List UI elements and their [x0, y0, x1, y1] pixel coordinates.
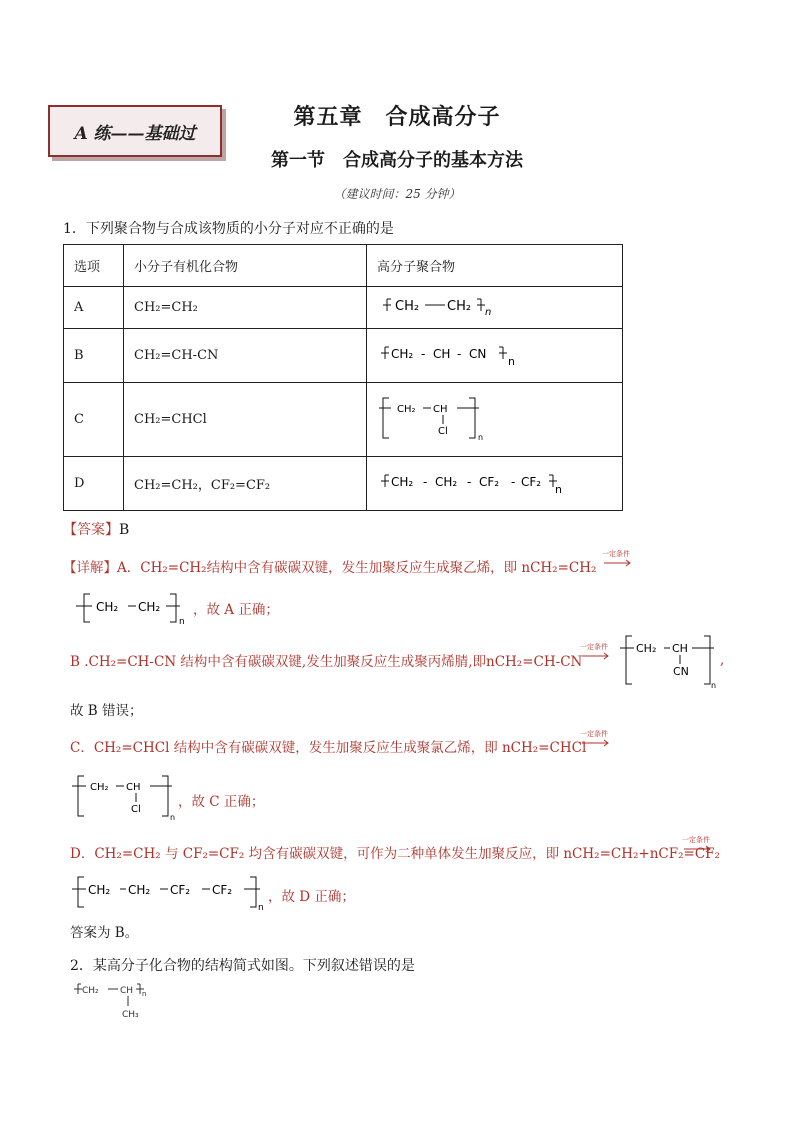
polymer-a-formula — [377, 291, 527, 321]
formula-cn: CN — [469, 346, 487, 361]
polymer-b-formula — [377, 339, 547, 369]
svg-text:-: - — [467, 474, 472, 489]
header-option: 选项 — [64, 245, 124, 287]
detail-b-text: B .CH₂=CH-CN 结构中含有碳碳双键,发生加聚反应生成聚丙烯腈,即nCH₂=CH-CN — [70, 654, 583, 670]
row-c-monomer: CH₂=CHCl — [124, 383, 367, 457]
table-row — [64, 287, 623, 329]
formula-cf2: CF₂ — [479, 474, 500, 489]
detail-a-text: A．CH₂=CH₂结构中含有碳碳双键，发生加聚反应生成聚乙烯，即 nCH₂=CH₂ — [117, 560, 597, 576]
polymer-d-product — [70, 873, 270, 913]
q2-polymer-structure — [70, 980, 180, 1024]
formula-ch2: CH₂ — [90, 782, 109, 793]
formula-cl: Cl — [131, 804, 141, 815]
formula-cn: CN — [673, 665, 689, 678]
row-b-option: B — [64, 329, 124, 383]
row-b-polymer — [367, 329, 623, 383]
formula-n: n — [478, 432, 484, 442]
formula-ch: CH — [120, 986, 134, 996]
section-title: 第一节 合成高分子的基本方法 — [271, 150, 523, 171]
formula-n: n — [170, 813, 176, 822]
formula-n: n — [485, 306, 492, 318]
formula-n: n — [258, 903, 264, 913]
formula-n: n — [555, 482, 562, 496]
polymer-d-formula — [377, 467, 577, 497]
reaction-arrow — [600, 548, 640, 570]
reaction-arrow — [680, 834, 720, 856]
reaction-arrow — [578, 641, 618, 663]
detail-label: 【详解】 — [63, 560, 117, 576]
formula-n: n — [508, 354, 515, 368]
formula-ch: CH — [433, 346, 451, 361]
formula-n: n — [179, 617, 185, 626]
formula-ch: CH — [672, 642, 688, 655]
svg-text:-: - — [423, 474, 428, 489]
formula-ch2: CH₂ — [128, 883, 151, 897]
row-d-polymer — [367, 457, 623, 511]
row-a-monomer: CH₂=CH₂ — [124, 287, 367, 329]
detail-d-end: ，故 D 正确； — [268, 889, 355, 905]
row-a-polymer — [367, 287, 623, 329]
conclusion: 答案为 B。 — [70, 925, 139, 941]
table-header-row — [64, 245, 623, 287]
section-badge: A 练——基础过 — [48, 105, 222, 157]
formula-ch: CH — [433, 403, 448, 415]
question-1-stem: 1．下列聚合物与合成该物质的小分子对应不正确的是 — [63, 221, 394, 237]
formula-ch3: CH₃ — [122, 1010, 139, 1020]
row-a-option: A — [64, 287, 124, 329]
row-b-monomer: CH₂=CH-CN — [124, 329, 367, 383]
table-row — [64, 457, 623, 511]
answer-label: 【答案】 — [63, 522, 119, 538]
svg-text:-: - — [457, 346, 462, 361]
detail-b-end: 故 B 错误； — [70, 703, 143, 719]
formula-ch2: CH₂ — [82, 986, 99, 996]
polymer-b-product — [618, 632, 718, 690]
formula-cf2: CF₂ — [212, 883, 233, 897]
header-polymer: 高分子聚合物 — [367, 245, 623, 287]
answer-line — [63, 519, 129, 539]
question-2-stem: 2．某高分子化合物的结构简式如图。下列叙述错误的是 — [70, 958, 415, 974]
formula-ch2: CH₂ — [138, 600, 161, 614]
formula-ch2: CH₂ — [397, 403, 416, 415]
chapter-title: 第五章 合成高分子 — [293, 105, 501, 130]
polymer-a-product — [70, 590, 190, 626]
table-row — [64, 329, 623, 383]
condition-label: 一定条件 — [580, 643, 608, 651]
svg-text:-: - — [421, 346, 426, 361]
detail-c-text: C．CH₂=CHCl 结构中含有碳碳双键，发生加聚反应生成聚氯乙烯，即 nCH₂=CHCl — [70, 740, 587, 756]
formula-cl: Cl — [438, 425, 448, 437]
reaction-arrow — [578, 728, 618, 750]
answer-value: B — [119, 522, 130, 538]
detail-d-text: D．CH₂=CH₂ 与 CF₂=CF₂ 均含有碳碳双键，可作为二种单体发生加聚反应，即 nCH₂=CH₂+nCF₂=CF₂ — [70, 846, 720, 862]
formula-ch2: CH₂ — [391, 474, 414, 489]
formula-ch2: CH₂ — [395, 298, 420, 314]
svg-text:-: - — [511, 474, 516, 489]
formula-n: n — [711, 681, 717, 690]
row-d-monomer: CH₂=CH₂，CF₂=CF₂ — [124, 457, 367, 511]
options-table — [63, 244, 623, 511]
table-row — [64, 383, 623, 457]
header-monomer: 小分子有机化合物 — [124, 245, 367, 287]
row-c-option: C — [64, 383, 124, 457]
row-c-polymer — [367, 383, 623, 457]
formula-ch2: CH₂ — [435, 474, 458, 489]
formula-ch2: CH₂ — [88, 883, 111, 897]
formula-ch2: CH₂ — [391, 346, 414, 361]
condition-label: 一定条件 — [580, 730, 608, 738]
formula-ch2: CH₂ — [96, 600, 119, 614]
suggested-time: （建议时间：25 分钟） — [333, 187, 461, 201]
formula-cf2: CF₂ — [521, 474, 542, 489]
condition-label: 一定条件 — [602, 550, 630, 558]
row-d-option: D — [64, 457, 124, 511]
formula-n: n — [142, 990, 147, 998]
polymer-c-formula — [377, 394, 507, 442]
comma: , — [720, 652, 725, 668]
detail-c-end: ，故 C 正确； — [178, 794, 265, 810]
polymer-c-product — [70, 772, 180, 822]
detail-a-end: ，故 A 正确； — [193, 602, 279, 618]
condition-label: 一定条件 — [682, 836, 710, 844]
detail-a-line — [63, 556, 596, 576]
formula-ch2: CH₂ — [447, 298, 472, 314]
formula-ch: CH — [126, 782, 141, 793]
formula-ch2: CH₂ — [636, 642, 657, 655]
formula-cf2: CF₂ — [170, 883, 191, 897]
